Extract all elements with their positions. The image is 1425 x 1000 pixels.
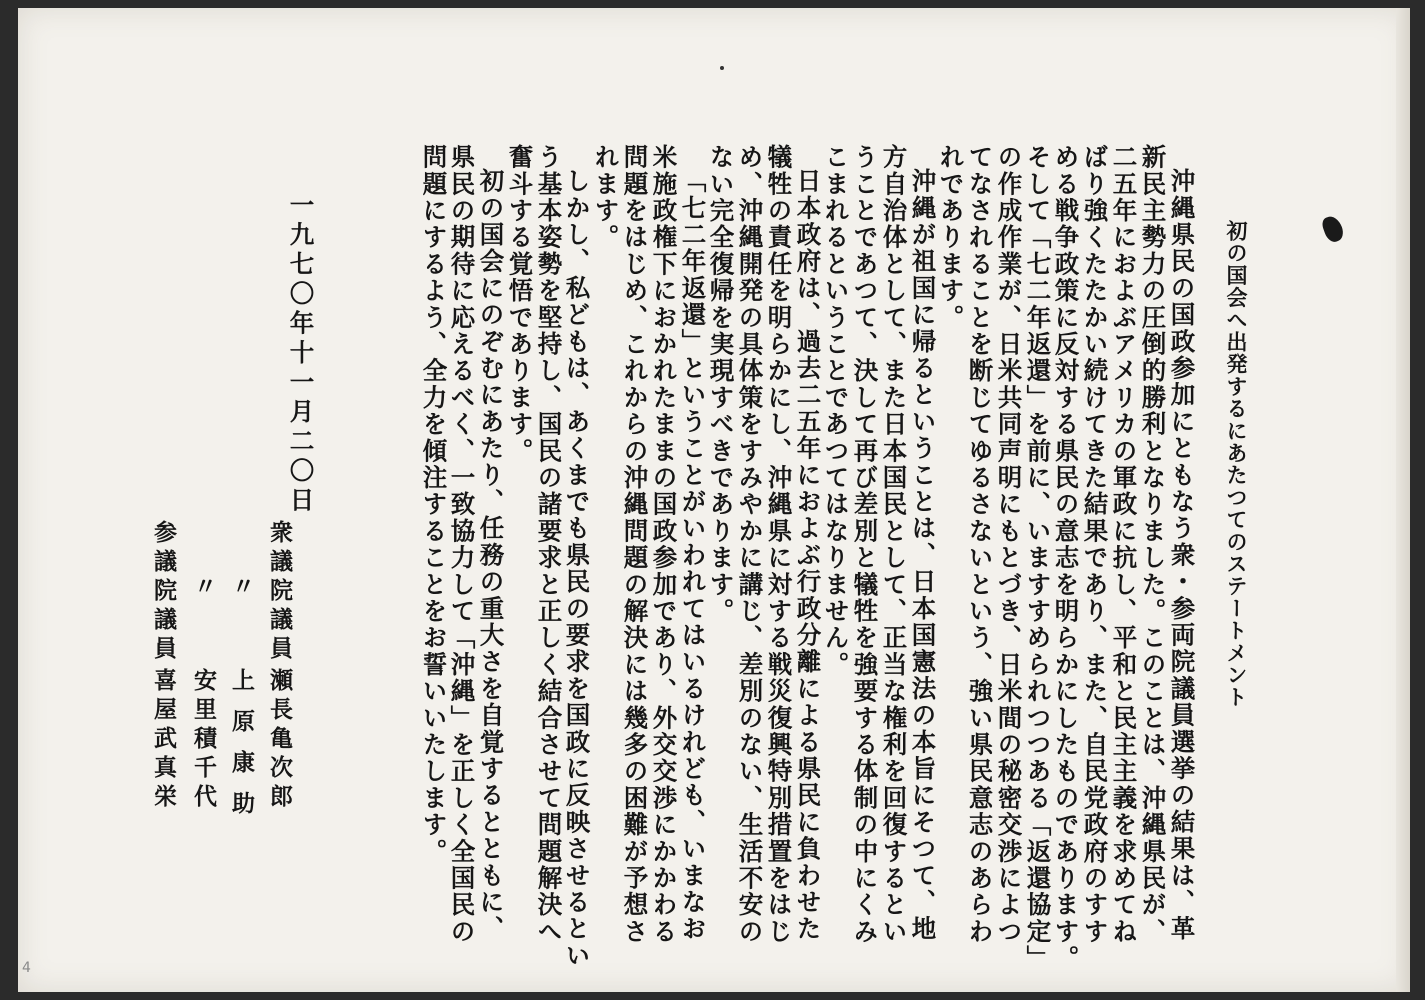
signature-name: 喜屋武真栄: [150, 668, 177, 813]
body-column: ばり強くたたかい続けてきた結果であり、また、自民党政府のすす: [1080, 144, 1110, 945]
document-date: 一九七〇年十一月二〇日: [286, 192, 316, 517]
ink-blot-mark: [1320, 214, 1346, 245]
document-title: 初の国会へ出発するにあたつてのステートメント: [1224, 220, 1249, 709]
body-column: れます。: [591, 144, 621, 251]
page-corner-mark: 4: [22, 960, 31, 976]
body-column: そして「七二年返還」を前に、いますすめられつつある「返還協定」: [1023, 144, 1053, 972]
body-column: 沖縄が祖国に帰るということは、日本国憲法の本旨にそつて、地: [908, 168, 938, 943]
body-column: ない完全復帰を実現すべきであります。: [706, 144, 736, 625]
signature-role: 衆議院議員: [266, 520, 293, 665]
signature-role: 参議院議員: [150, 520, 177, 665]
body-column: う基本姿勢を堅持し、国民の諸要求と正しく結合させて問題解決へ: [534, 144, 564, 945]
body-column: 「七二年返還」ということがいわれてはいるけれども、いまなお: [678, 168, 708, 943]
body-column: れであります。: [936, 144, 966, 331]
signature-role: 〃: [190, 574, 217, 603]
body-column: 二五年におよぶアメリカの軍政に抗し、平和と民主主義を求めてね: [1109, 144, 1139, 945]
body-column: こまれるということであつてはなりません。: [821, 144, 851, 678]
body-column: 問題をはじめ、これからの沖縄問題の解決には幾多の困難が予想さ: [620, 144, 650, 945]
signature-role: 〃: [228, 574, 255, 603]
body-column: 米施政権下におかれたままの国政参加であり、外交交渉にかかわる: [649, 144, 679, 945]
body-column: うことであつて、決して再び差別と犠牲を強要する体制の中にくみ: [850, 144, 880, 945]
body-column: 初の国会にのぞむにあたり、任務の重大さを自覚するとともに、: [476, 168, 506, 943]
document-page: [18, 8, 1410, 992]
signature-name: 上原康助: [228, 668, 255, 832]
body-column: める戦争政策に反対する県民の意志を明らかにしたものであります。: [1051, 144, 1081, 972]
body-column: 奮斗する覚悟であります。: [505, 144, 535, 465]
body-column: 沖縄県民の国政参加にともなう衆・参両院議員選挙の結果は、革: [1167, 168, 1197, 943]
signature-name: 安里積千代: [190, 668, 217, 813]
body-column: 方自治体として、また日本国民として、正当な権利を回復するとい: [879, 144, 909, 945]
body-column: てなされることを断じてゆるさないという、強い県民意志のあらわ: [965, 144, 995, 945]
body-column: しかし、私どもは、あくまでも県民の要求を国政に反映させるとい: [562, 168, 592, 969]
body-column: 新民主勢力の圧倒的勝利となりました。このことは、沖縄県民が、: [1138, 144, 1168, 945]
page-edge-shadow: [1396, 8, 1410, 992]
body-column: の作成作業が、日米共同声明にもとづき、日米間の秘密交渉によつ: [994, 144, 1024, 945]
body-column: 犠牲の責任を明らかにし、沖縄県に対する戦災復興特別措置をはじ: [764, 144, 794, 945]
body-column: 県民の期待に応えるべく、一致協力して「沖縄」を正しく全国民の: [447, 144, 477, 945]
signature-name: 瀬長亀次郎: [266, 668, 293, 813]
body-column: 問題にするよう、全力を傾注することをお誓いいたします。: [419, 144, 449, 865]
body-column: め、沖縄開発の具体策をすみやかに講じ、差別のない、生活不安の: [735, 144, 765, 945]
body-column: 日本政府は、過去二五年におよぶ行政分離による県民に負わせた: [793, 168, 823, 943]
speck-mark: [720, 66, 724, 70]
